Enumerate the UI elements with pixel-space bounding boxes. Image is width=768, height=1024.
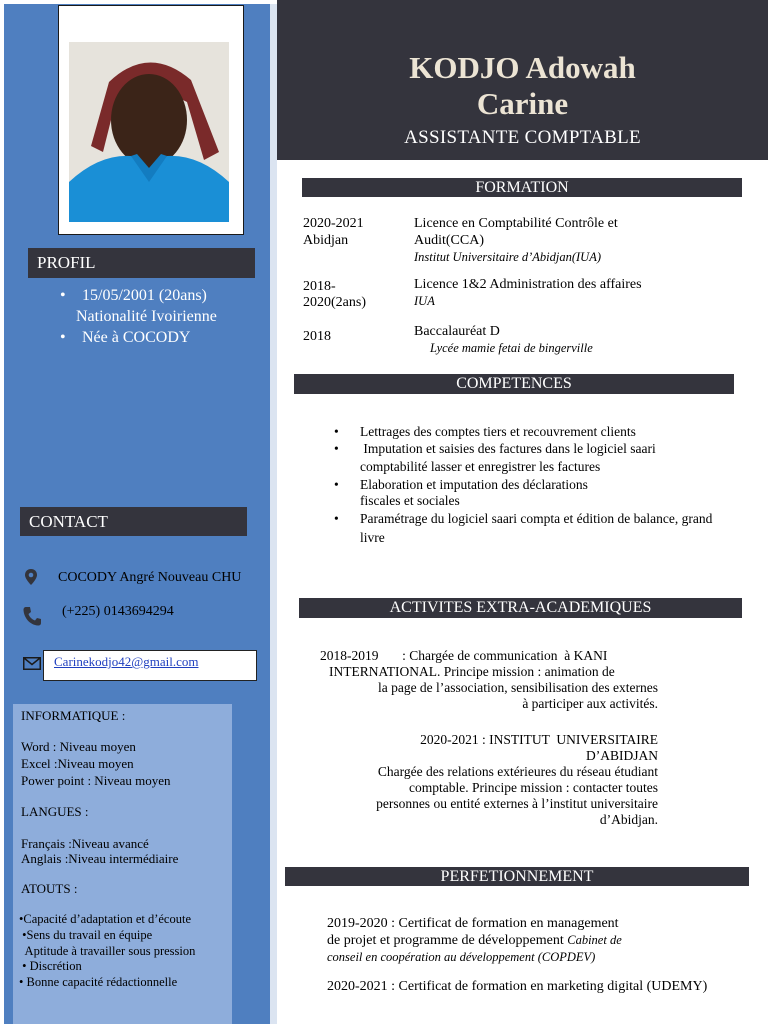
contact-heading: CONTACT bbox=[20, 507, 247, 536]
atout-item: • Bonne capacité rédactionnelle bbox=[19, 975, 178, 989]
activite-block-2 bbox=[320, 732, 658, 828]
perf-entry-org: Cabinet de bbox=[567, 933, 622, 947]
profil-heading: PROFIL bbox=[28, 248, 255, 278]
atouts-heading: ATOUTS : bbox=[21, 881, 78, 896]
phone-icon bbox=[23, 606, 41, 631]
profil-nationality: Nationalité Ivoirienne bbox=[76, 308, 217, 325]
perf-entry-line: 2019-2020 : Certificat de formation en management bbox=[327, 916, 619, 931]
competence-text: Paramétrage du logiciel saari compta et édition de balance, grand bbox=[360, 511, 713, 526]
competence-text: Lettrages des comptes tiers et recouvrement clients bbox=[360, 424, 636, 439]
activite-line: comptable. Principe mission : contacter toutes bbox=[409, 780, 658, 795]
formation-school: Institut Universitaire d’Abidjan(IUA) bbox=[414, 250, 602, 264]
email-box bbox=[43, 650, 257, 681]
activite-block-1 bbox=[320, 648, 658, 712]
language-item: Français :Niveau avancé bbox=[21, 836, 149, 851]
skill-item: Excel :Niveau moyen bbox=[21, 756, 134, 771]
perf-entry-text: de projet et programme de développement bbox=[327, 933, 564, 948]
competence-text: livre bbox=[360, 530, 385, 545]
skill-item: Power point : Niveau moyen bbox=[21, 773, 171, 788]
formation-heading: FORMATION bbox=[302, 178, 742, 197]
atout-item: Aptitude à travailler sous pression bbox=[19, 944, 196, 958]
name-line-1: KODJO Adowah bbox=[409, 50, 636, 85]
name-line-2: Carine bbox=[476, 86, 569, 121]
activite-line: 2018-2019 : Chargée de communication à KANI bbox=[320, 648, 608, 663]
formation-date: 2018- bbox=[303, 279, 336, 294]
skill-item: Word : Niveau moyen bbox=[21, 739, 136, 754]
formation-degree-cont: Audit(CCA) bbox=[414, 233, 484, 248]
competence-text: comptabilité lasser et enregistrer les factures bbox=[360, 459, 601, 474]
perfectionnement-heading: PERFETIONNEMENT bbox=[285, 867, 749, 886]
profile-photo bbox=[69, 42, 229, 222]
envelope-icon bbox=[23, 657, 41, 675]
perf-entry-line bbox=[327, 933, 622, 949]
formation-school: IUA bbox=[414, 294, 435, 308]
activite-line: la page de l’association, sensibilisation des externes bbox=[377, 680, 658, 695]
profil-item: • 15/05/2001 (20ans) bbox=[60, 287, 207, 304]
competences-heading: COMPETENCES bbox=[294, 374, 734, 394]
perf-entry-line: 2020-2021 : Certificat de formation en marketing digital (UDEMY) bbox=[327, 979, 708, 994]
contact-phone: (+225) 0143694294 bbox=[62, 604, 174, 619]
atout-item: • Discrétion bbox=[19, 959, 82, 973]
activite-line: à participer aux activités. bbox=[522, 696, 658, 711]
activite-line: D’ABIDJAN bbox=[586, 748, 658, 763]
activite-line: d’Abidjan. bbox=[599, 812, 658, 827]
activites-heading: ACTIVITES EXTRA-ACADEMIQUES bbox=[299, 598, 742, 618]
activite-line: Chargée des relations extérieures du réseau étudiant bbox=[377, 764, 658, 779]
formation-school: Lycée mamie fetai de bingerville bbox=[430, 341, 593, 355]
formation-date: 2018 bbox=[303, 329, 331, 344]
competence-text: Elaboration et imputation des déclarations bbox=[360, 477, 588, 492]
language-item: Anglais :Niveau intermédiaire bbox=[21, 851, 179, 866]
profil-birthdate: 15/05/2001 (20ans) bbox=[82, 287, 207, 304]
competence-text: Imputation et saisies des factures dans le logiciel saari bbox=[360, 441, 656, 456]
activite-line: INTERNATIONAL. Principe mission : animation de bbox=[329, 664, 615, 679]
formation-place: Abidjan bbox=[303, 233, 349, 248]
formation-duration: 2020(2ans) bbox=[303, 295, 366, 310]
profil-item: • Née à COCODY bbox=[60, 329, 191, 346]
formation-date: 2020-2021 bbox=[303, 216, 364, 231]
location-pin-icon bbox=[24, 569, 38, 590]
langues-heading: LANGUES : bbox=[21, 804, 89, 819]
perf-entry-org: conseil en coopération au développement (COPDEV) bbox=[327, 950, 596, 964]
sidebar-edge bbox=[270, 4, 277, 1024]
profil-birthplace: Née à COCODY bbox=[82, 329, 191, 346]
formation-degree: Licence en Comptabilité Contrôle et bbox=[414, 216, 618, 231]
formation-degree: Baccalauréat D bbox=[414, 324, 500, 339]
atout-item: •Capacité d’adaptation et d’écoute bbox=[19, 912, 192, 926]
atout-item: •Sens du travail en équipe bbox=[19, 928, 153, 942]
competence-text: fiscales et sociales bbox=[360, 493, 460, 508]
skills-box bbox=[13, 704, 232, 1024]
informatique-heading: INFORMATIQUE : bbox=[21, 708, 126, 723]
contact-email-link[interactable]: Carinekodjo42@gmail.com bbox=[54, 654, 199, 669]
contact-address: COCODY Angré Nouveau CHU bbox=[58, 570, 242, 585]
formation-degree: Licence 1&2 Administration des affaires bbox=[414, 277, 642, 292]
activite-line: personnes ou entité externes à l’institut universitaire bbox=[376, 796, 658, 811]
header-band bbox=[277, 0, 768, 160]
activite-line: 2020-2021 : INSTITUT UNIVERSITAIRE bbox=[420, 732, 658, 747]
job-title: ASSISTANTE COMPTABLE bbox=[404, 127, 641, 148]
